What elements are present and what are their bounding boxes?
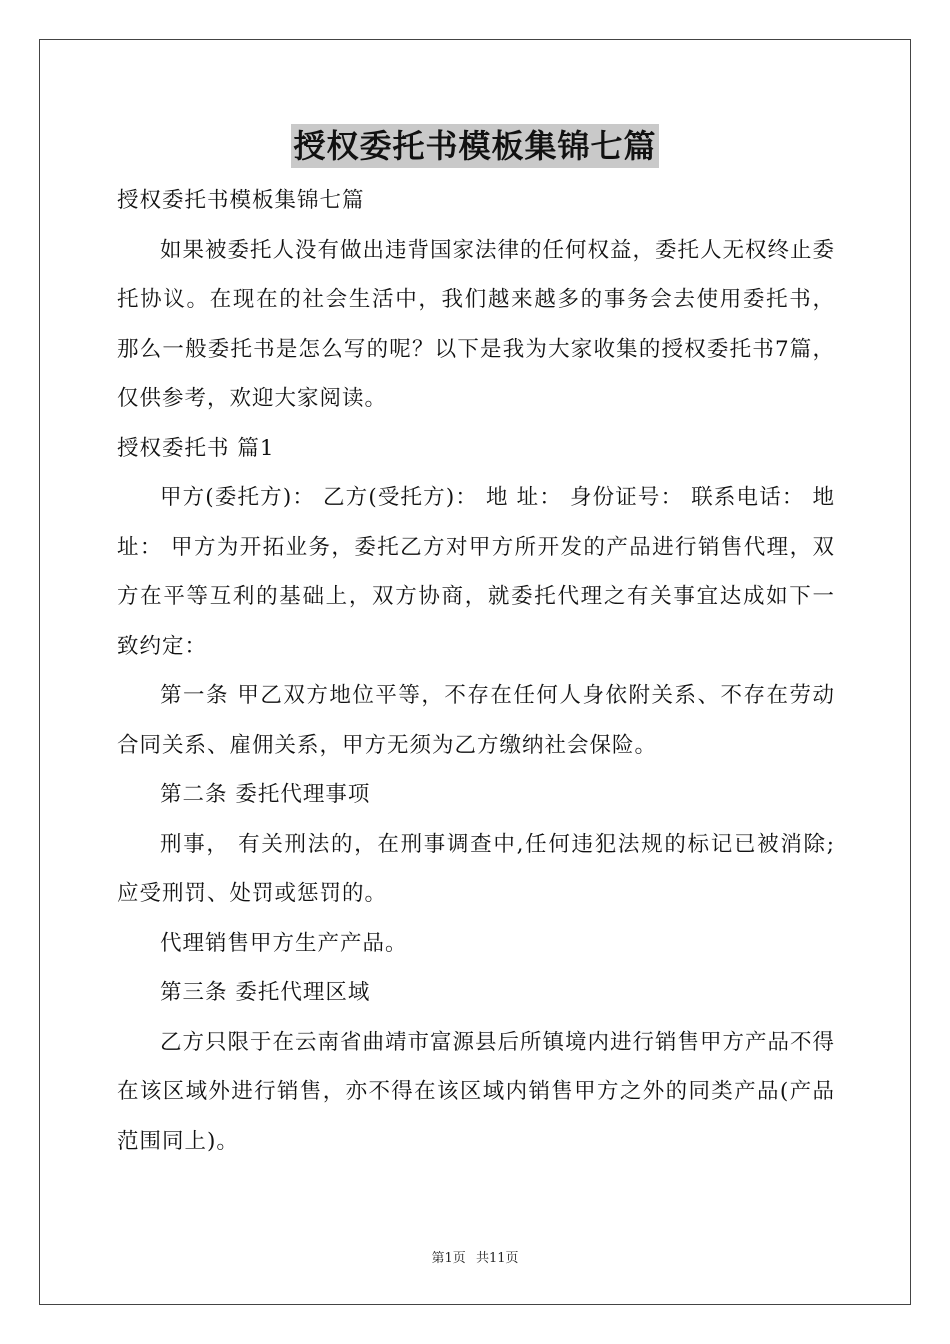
paragraph: 第一条 甲乙双方地位平等，不存在任何人身依附关系、不存在劳动合同关系、雇佣关系，甲方无须为乙方缴纳社会保险。 bbox=[117, 683, 835, 758]
paragraph: 刑事， 有关刑法的，在刑事调查中,任何违犯法规的标记已被消除;应受刑罚、处罚或惩罚的。 bbox=[117, 831, 835, 906]
paragraph: 如果被委托人没有做出违背国家法律的任何权益，委托人无权终止委托协议。在现在的社会生活中，我们越来越多的事务会去使用委托书，那么一般委托书是怎么写的呢？以下是我为大家收集的授权委托书7篇，仅供参考，欢迎大家阅读。 bbox=[117, 237, 836, 411]
page-total: 共11页 bbox=[475, 1251, 519, 1266]
document-body bbox=[117, 176, 835, 1166]
paragraph: 甲方(委托方)： 乙方(受托方)： 地 址： 身份证号： 联系电话： 地 址： 甲方为开拓业务，委托乙方对甲方所开发的产品进行销售代理，双方在平等互利的基础上，双方协商，就委托代理之有关事宜达成如下一致约定： bbox=[117, 485, 835, 659]
document-title: 授权委托书模板集锦七篇 bbox=[291, 124, 658, 168]
paragraph: 乙方只限于在云南省曲靖市富源县后所镇境内进行销售甲方产品不得在该区域外进行销售，亦不得在该区域内销售甲方之外的同类产品(产品范围同上)。 bbox=[117, 1029, 836, 1154]
page-footer bbox=[0, 1247, 950, 1266]
title-container bbox=[0, 124, 950, 168]
article-heading: 第二条 委托代理事项 bbox=[160, 782, 371, 807]
paragraph: 授权委托书模板集锦七篇 bbox=[117, 188, 365, 213]
section-heading: 授权委托书 篇1 bbox=[117, 435, 275, 461]
paragraph: 代理销售甲方生产产品。 bbox=[160, 930, 408, 956]
article-heading: 第三条 委托代理区域 bbox=[160, 980, 371, 1005]
page-number: 第1页 bbox=[431, 1251, 466, 1266]
